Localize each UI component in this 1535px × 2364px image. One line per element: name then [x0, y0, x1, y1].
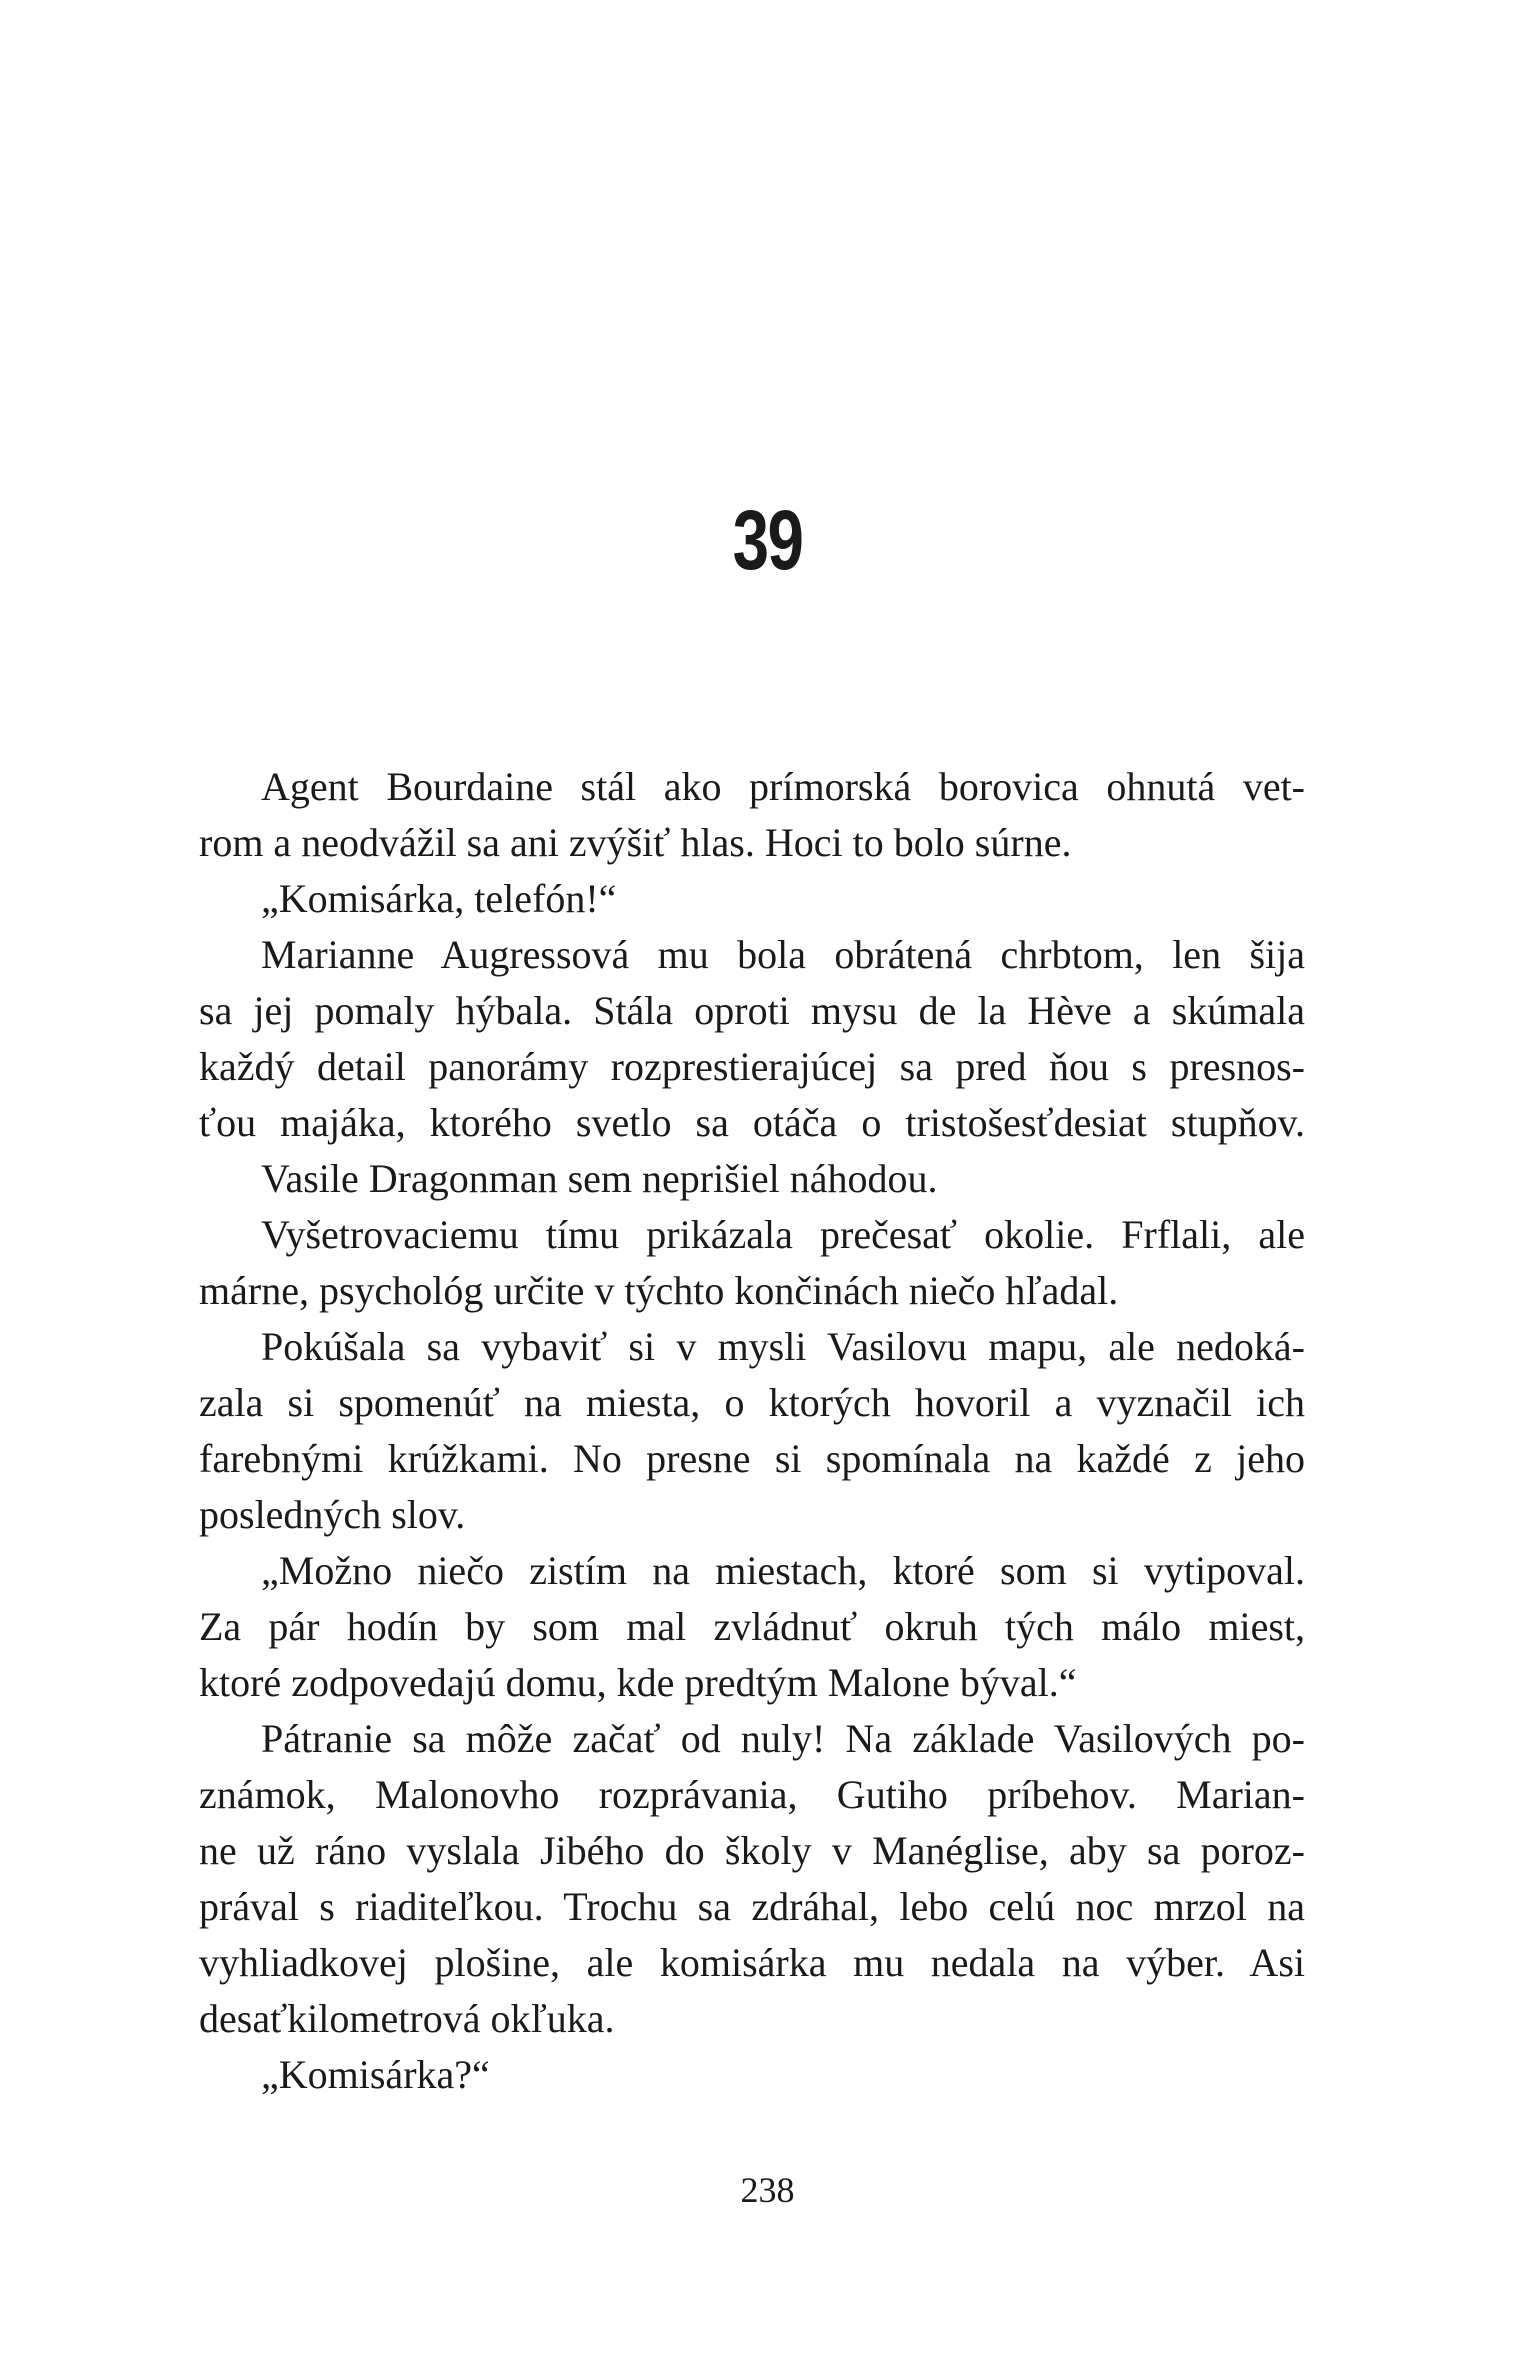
text-line: rom a neodvážil sa ani zvýšiť hlas. Hoci to bolo súrne. [199, 820, 1072, 865]
text-line: každý detail panorámy rozprestierajúcej sa pred ňou s presnos- [199, 1044, 1305, 1089]
text-line: Vasile Dragonman sem neprišiel náhodou. [261, 1156, 938, 1201]
text-line: vyhliadkovej plošine, ale komisárka mu nedala na výber. Asi [199, 1940, 1305, 1985]
text-line: posledných slov. [199, 1492, 466, 1537]
body-text [199, 759, 1305, 2103]
text-line: ťou majáka, ktorého svetlo sa otáča o tristošesťdesiat stupňov. [199, 1100, 1305, 1145]
text-line: Za pár hodín by som mal zvládnuť okruh tých málo miest, [199, 1604, 1305, 1649]
text-line: „Komisárka?“ [261, 2052, 490, 2097]
text-line: farebnými krúžkami. No presne si spomínala na každé z jeho [199, 1436, 1305, 1481]
page-number: 238 [740, 2170, 795, 2210]
text-line: zala si spomenúť na miesta, o ktorých hovoril a vyznačil ich [199, 1380, 1305, 1425]
chapter-number: 39 [732, 493, 803, 587]
text-line: známok, Malonovho rozprávania, Gutiho príbehov. Marian- [199, 1772, 1305, 1817]
text-line: desaťkilometrová okľuka. [199, 1996, 615, 2041]
text-line: „Možno niečo zistím na miestach, ktoré som si vytipoval. [261, 1548, 1305, 1593]
text-line: Agent Bourdaine stál ako prímorská borovica ohnutá vet- [261, 764, 1305, 809]
text-line: márne, psychológ určite v týchto končinách niečo hľadal. [199, 1268, 1119, 1313]
text-line: sa jej pomaly hýbala. Stála oproti mysu de la Hève a skúmala [199, 988, 1305, 1033]
text-line: Pokúšala sa vybaviť si v mysli Vasilovu mapu, ale nedoká- [261, 1324, 1305, 1369]
text-line: ne už ráno vyslala Jibého do školy v Manéglise, aby sa poroz- [199, 1828, 1305, 1873]
text-line: Marianne Augressová mu bola obrátená chrbtom, len šija [261, 932, 1305, 977]
text-line: Pátranie sa môže začať od nuly! Na základe Vasilových po- [261, 1716, 1305, 1761]
text-line: ktoré zodpovedajú domu, kde predtým Malone býval.“ [199, 1660, 1077, 1705]
text-line: „Komisárka, telefón!“ [261, 876, 617, 921]
text-line: prával s riaditeľkou. Trochu sa zdráhal, lebo celú noc mrzol na [199, 1884, 1305, 1929]
text-line: Vyšetrovaciemu tímu prikázala prečesať okolie. Frflali, ale [261, 1212, 1305, 1257]
